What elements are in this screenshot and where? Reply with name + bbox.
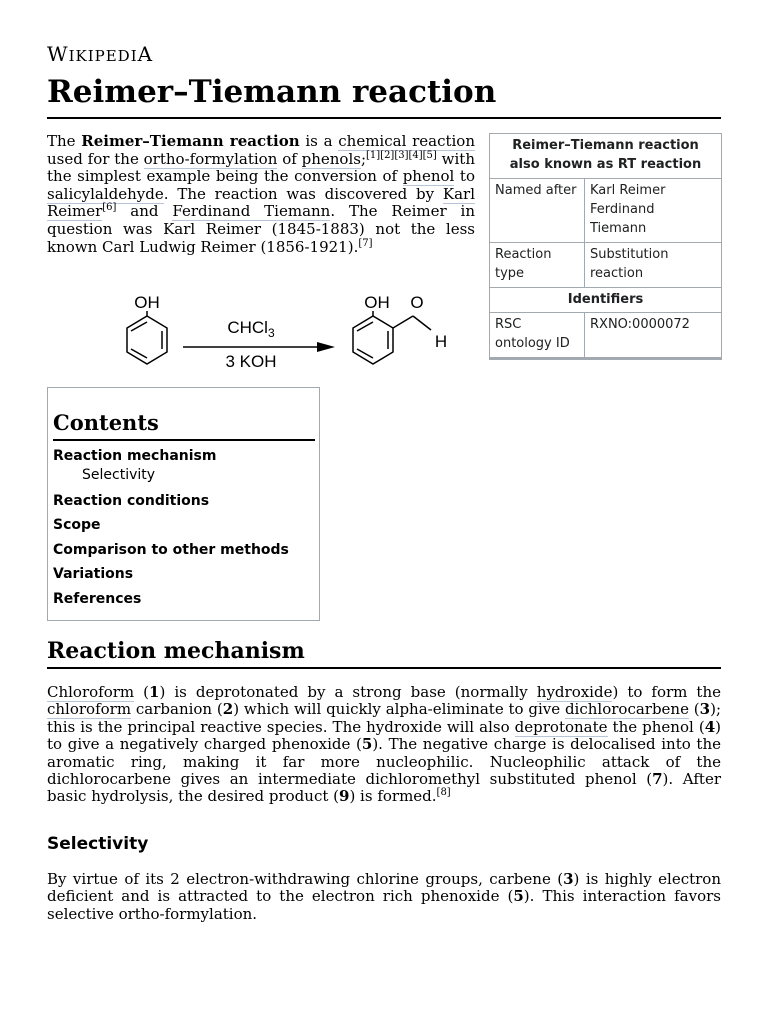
lead-paragraph: [47, 133, 475, 256]
salicylaldehyde-ring: [353, 311, 431, 364]
reagent-chcl3: [227, 318, 275, 340]
infobox: [489, 133, 722, 360]
body-text: By virtue of its 2 electron-withdrawing chlorine groups, carbene (: [47, 870, 564, 888]
body-text: ) which will quickly alpha-eliminate to give: [233, 700, 565, 719]
infobox-value-line: Karl Reimer: [590, 183, 666, 198]
section-heading-selectivity: Selectivity: [47, 834, 149, 854]
link-chemical-reaction[interactable]: chemical reaction: [338, 132, 476, 150]
toc-item-reaction-conditions[interactable]: Reaction conditions: [53, 493, 210, 509]
selectivity-paragraph: [47, 871, 721, 923]
infobox-value: [585, 243, 721, 287]
body-text: ) is formed.: [349, 787, 437, 806]
toc-item-selectivity[interactable]: Selectivity: [82, 467, 156, 483]
body-text: ). After basic hydrolysis, the desired product (: [47, 770, 721, 806]
body-text: ); this is the principal reactive species. The hydroxide will also: [47, 700, 721, 736]
toc-item-variations[interactable]: Variations: [53, 566, 134, 582]
lead-text: of: [277, 149, 302, 168]
toc-divider: [53, 439, 315, 441]
citation-ref-8[interactable]: [8]: [436, 787, 451, 799]
link-salicylaldehyde[interactable]: salicylaldehyde: [47, 184, 164, 203]
toc-item-scope[interactable]: Scope: [53, 517, 101, 533]
reaction-arrow: [183, 342, 335, 352]
infobox-subtitle: also known as RT reaction: [509, 157, 702, 172]
link-dichlorocarbene[interactable]: dichlorocarbene: [564, 700, 689, 719]
infobox-value-line: Substitution: [590, 247, 669, 262]
infobox-row-reaction-type: [490, 243, 721, 288]
toc-title: Contents: [53, 410, 159, 435]
reagent-chcl-text: CHCl: [227, 318, 268, 337]
infobox-value-line: Tiemann: [590, 221, 647, 236]
citation-ref-7[interactable]: [7]: [358, 237, 373, 249]
link-ortho-formylation[interactable]: ortho-formylation: [143, 149, 278, 168]
infobox-header: [490, 134, 721, 179]
body-text: ). This interaction favors selective ortho-formylation.: [47, 887, 721, 923]
infobox-key: Reaction type: [490, 243, 585, 287]
lead-text: . The reaction was discovered by: [163, 184, 443, 203]
phenol-oh-label: OH: [134, 293, 160, 312]
compound-number: 3: [699, 700, 711, 719]
aldehyde-o-label: O: [410, 293, 424, 312]
reagent-subscript: 3: [267, 326, 275, 340]
lead-text: ;: [360, 149, 366, 168]
infobox-value-line: Ferdinand: [590, 202, 655, 217]
reagent-koh: 3 KOH: [225, 352, 277, 371]
lead-bold-term: Reimer–Tiemann reaction: [81, 132, 300, 150]
section-heading-reaction-mechanism: Reaction mechanism: [47, 638, 305, 664]
compound-number: 2: [222, 700, 234, 719]
body-text: ) to form the: [612, 683, 721, 701]
toc-item-reaction-mechanism[interactable]: Reaction mechanism: [53, 448, 217, 464]
link-karl-reimer[interactable]: Karl Reimer: [47, 184, 475, 221]
mechanism-paragraph: [47, 684, 721, 806]
compound-number: 7: [652, 770, 663, 789]
toc-item-comparison[interactable]: Comparison to other methods: [53, 542, 289, 558]
link-chloroform-carbanion[interactable]: chloroform: [47, 700, 132, 719]
product-oh-label: OH: [364, 293, 390, 312]
infobox-row-named-after: [490, 179, 721, 243]
section-divider: [47, 667, 721, 669]
infobox-value: [585, 179, 721, 242]
lead-text: and: [116, 202, 173, 221]
title-divider: [47, 117, 721, 119]
lead-text: with the simplest example being the conversion of: [47, 149, 475, 186]
lead-text: The: [47, 132, 82, 150]
compound-number: 5: [361, 735, 373, 754]
body-text: ) is highly electron deficient and is attracted to the electron rich phenoxide (: [47, 870, 721, 906]
phenol-ring: [127, 311, 167, 364]
infobox-row-rsc-ontology: [490, 313, 721, 357]
wordmark-middle: IKIPEDI: [68, 47, 138, 65]
toc-item-references[interactable]: References: [53, 591, 142, 607]
body-text: (: [688, 700, 700, 719]
infobox-section-identifiers: Identifiers: [490, 288, 721, 313]
infobox-title: Reimer–Tiemann reaction: [512, 138, 699, 153]
link-ferdinand-tiemann[interactable]: Ferdinand Tiemann: [172, 202, 331, 221]
page-title: Reimer–Tiemann reaction: [47, 74, 497, 110]
infobox-value-line: reaction: [590, 266, 644, 281]
body-text: ) to give a negatively charged phenoxide (: [47, 717, 721, 754]
reaction-scheme-image: [121, 290, 448, 382]
citation-refs-1-5[interactable]: [1][2][3][4][5]: [366, 149, 437, 161]
body-text: carbanion (: [131, 700, 223, 719]
lead-text: is a: [299, 132, 339, 150]
compound-number: 4: [704, 717, 716, 736]
aldehyde-h-label: H: [434, 332, 448, 351]
wikipedia-wordmark[interactable]: [47, 42, 153, 66]
lead-text: to: [454, 167, 475, 186]
lead-text: . The Reimer in question was Karl Reimer (1845-1883) not the less known Carl Ludwig Reimer (1856-1921).: [47, 202, 475, 256]
link-chloroform[interactable]: Chloroform: [47, 683, 135, 701]
body-text: ). The negative charge is delocalised into the aromatic ring, making it far more nucleophilic. Nucleophilic attack of the dichlorocarbene gives an intermediate dichloromethyl substituted phenol (: [47, 735, 721, 789]
infobox-key: Named after: [490, 179, 585, 242]
body-text: (: [134, 683, 150, 701]
compound-number: 1: [149, 683, 160, 701]
citation-ref-6[interactable]: [6]: [102, 202, 117, 214]
link-phenols[interactable]: phenols: [301, 149, 361, 168]
wordmark-initial: W: [47, 42, 69, 66]
infobox-value: RXNO:0000072: [590, 317, 690, 332]
link-phenol[interactable]: phenol: [402, 167, 455, 186]
body-text: ) is deprotonated by a strong base (normally: [159, 683, 537, 701]
lead-text: used for the: [47, 149, 144, 168]
compound-number: 9: [339, 787, 350, 806]
compound-number: 5: [513, 887, 524, 906]
compound-number: 3: [563, 870, 574, 888]
link-deprotonate[interactable]: deprotonate: [514, 717, 608, 736]
wordmark-final: A: [137, 42, 154, 66]
table-of-contents: [47, 387, 320, 621]
infobox-key: RSC ontology ID: [490, 313, 585, 357]
link-hydroxide[interactable]: hydroxide: [536, 683, 613, 701]
body-text: the phenol (: [607, 717, 705, 736]
